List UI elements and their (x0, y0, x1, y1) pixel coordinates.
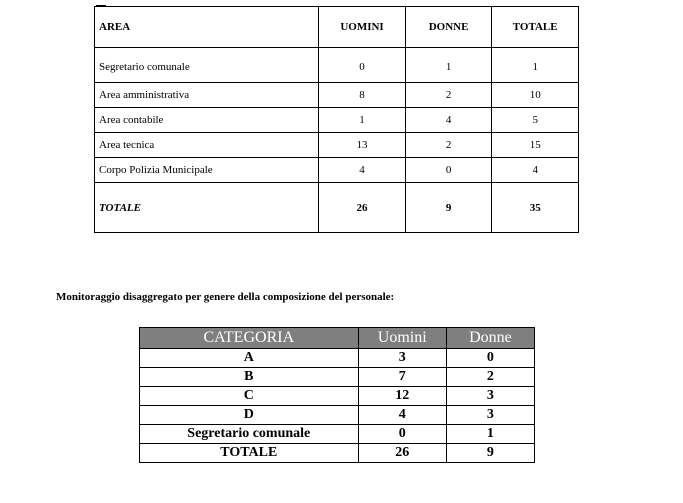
men-count: 13 (319, 133, 406, 158)
total-women: 9 (446, 444, 534, 463)
column-header-uomini: UOMINI (319, 7, 406, 48)
table-row (95, 133, 579, 158)
men-count: 7 (358, 368, 446, 387)
table-total-row (95, 183, 579, 233)
men-count: 0 (319, 48, 406, 83)
women-count: 2 (405, 83, 492, 108)
area-name: Area amministrativa (95, 83, 319, 108)
total-count: 4 (492, 158, 579, 183)
area-name: Corpo Polizia Municipale (95, 158, 319, 183)
table-total-row (140, 444, 535, 463)
table-row (95, 48, 579, 83)
women-count: 0 (405, 158, 492, 183)
section-heading: Monitoraggio disaggregato per genere della composizione del personale: (56, 291, 395, 303)
area-name: Area tecnica (95, 133, 319, 158)
category-gender-table (139, 327, 535, 463)
category-name: A (140, 349, 359, 368)
men-count: 3 (358, 349, 446, 368)
table-row (140, 349, 535, 368)
women-count: 2 (446, 368, 534, 387)
men-count: 1 (319, 108, 406, 133)
table-row (140, 368, 535, 387)
table-row (95, 158, 579, 183)
category-name: C (140, 387, 359, 406)
women-count: 1 (405, 48, 492, 83)
area-staff-table (94, 6, 579, 233)
table-row (95, 83, 579, 108)
women-count: 1 (446, 425, 534, 444)
men-count: 12 (358, 387, 446, 406)
total-count: 10 (492, 83, 579, 108)
men-count: 4 (358, 406, 446, 425)
total-men: 26 (319, 183, 406, 233)
women-count: 0 (446, 349, 534, 368)
column-header-donne: Donne (446, 328, 534, 349)
table-header-row (140, 328, 535, 349)
total-count: 1 (492, 48, 579, 83)
column-header-totale: TOTALE (492, 7, 579, 48)
area-name: Segretario comunale (95, 48, 319, 83)
total-count: 5 (492, 108, 579, 133)
total-all: 35 (492, 183, 579, 233)
women-count: 4 (405, 108, 492, 133)
total-count: 15 (492, 133, 579, 158)
women-count: 2 (405, 133, 492, 158)
column-header-donne: DONNE (405, 7, 492, 48)
table-row (140, 387, 535, 406)
total-label: TOTALE (95, 183, 319, 233)
men-count: 0 (358, 425, 446, 444)
total-women: 9 (405, 183, 492, 233)
table-row (140, 425, 535, 444)
total-label: TOTALE (140, 444, 359, 463)
column-header-area: AREA (95, 7, 319, 48)
column-header-categoria: CATEGORIA (140, 328, 359, 349)
table-row (95, 108, 579, 133)
area-name: Area contabile (95, 108, 319, 133)
women-count: 3 (446, 387, 534, 406)
category-name: Segretario comunale (140, 425, 359, 444)
men-count: 8 (319, 83, 406, 108)
column-header-uomini: Uomini (358, 328, 446, 349)
total-men: 26 (358, 444, 446, 463)
table-header-row (95, 7, 579, 48)
category-name: B (140, 368, 359, 387)
women-count: 3 (446, 406, 534, 425)
table-row (140, 406, 535, 425)
category-name: D (140, 406, 359, 425)
men-count: 4 (319, 158, 406, 183)
